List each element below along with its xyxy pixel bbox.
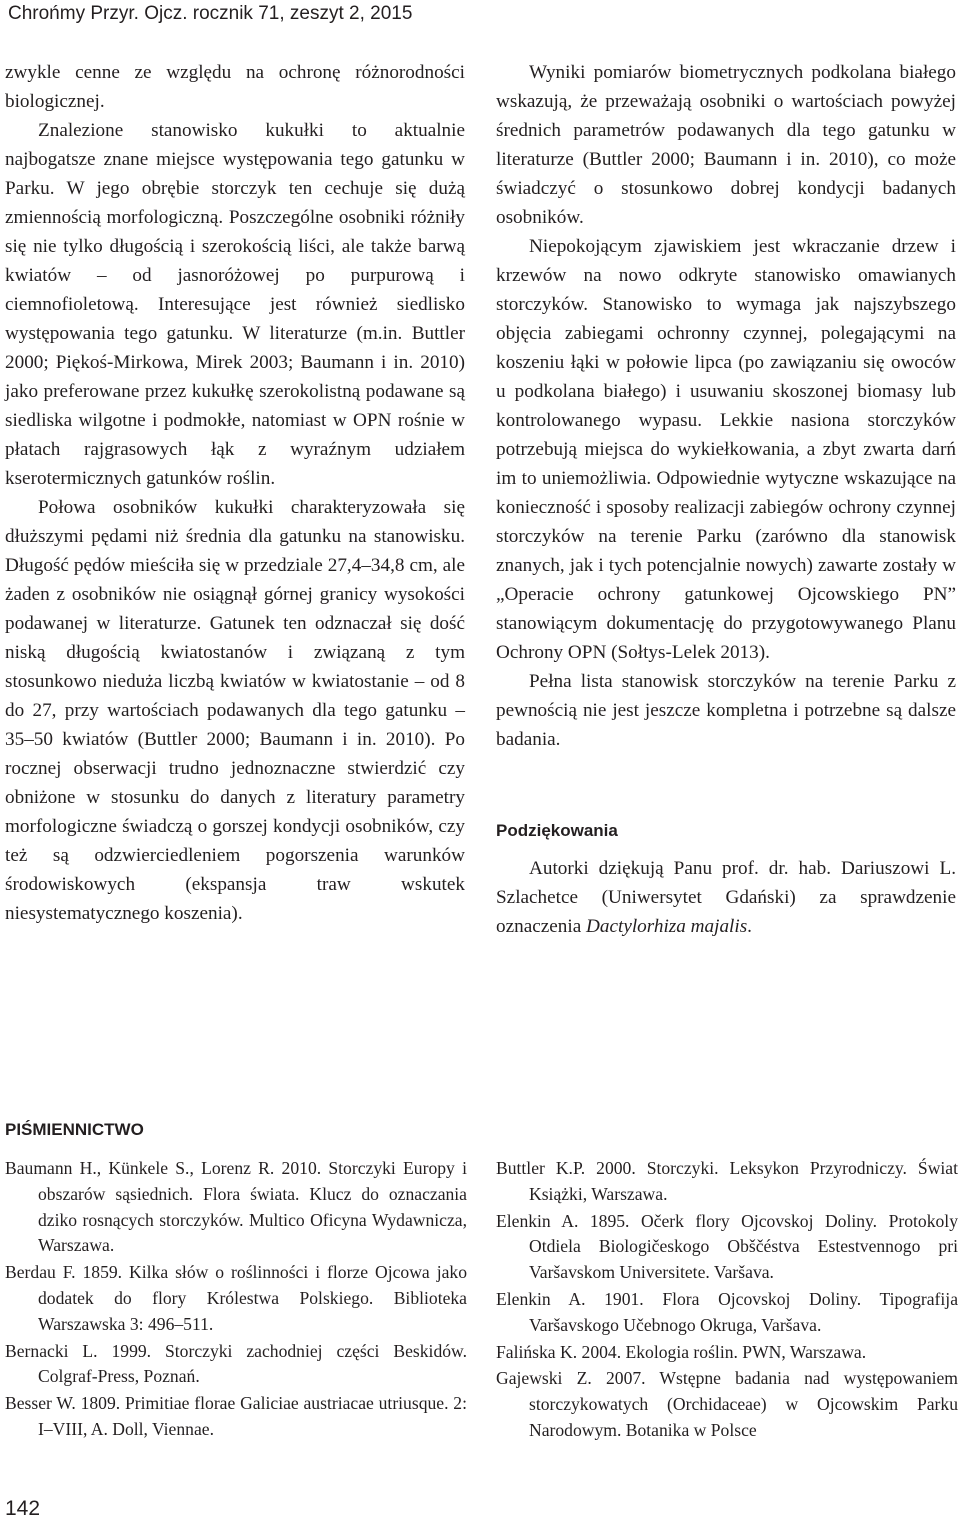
reference-item: Gajewski Z. 2007. Wstępne badania nad występowaniem storczykowatych (Orchidaceae) w Ojcowskim Parku Narodowym. Botanika w Polsce [496,1368,958,1440]
reference-item: Elenkin A. 1901. Flora Ojcovskoj Doliny. Tipografija Varšavskogo Učebnogo Okruga, Varšava. [496,1288,958,1335]
paragraph: Znalezione stanowisko kukułki to aktualnie najbogatsze znane miejsce występowania tego gatunku w Parku. W jego obrębie storczyk ten cechuje się dużą zmiennością morfologiczną. Poszczególne osobniki różniły się nie tylko długością i szerokością liści, ale także barwą kwiatów – od jasnoróżowej po purpurową i ciemnofioletową. Interesujące jest również siedlisko występowania tego gatunku. W literaturze (m.in. Buttler 2000; Piękoś-Mirkowa, Mirek 2003; Baumann i in. 2010) jako preferowane przez kukułkę szerokolistną podawane są siedliska wilgotne i podmokłe, natomiast w OPN rośnie w płatach rajgrasowych łąk z wyraźnym udziałem kserotermicznych gatunków roślin. [5,120,465,489]
left-text-column [5,58,465,928]
species-name: Dactylorhiza majalis [586,916,748,937]
page-number: 142 [5,1497,41,1520]
running-head: Chrońmy Przyr. Ojcz. rocznik 71, zeszyt 2, 2015 [8,3,413,24]
paragraph: Wyniki pomiarów biometrycznych podkolana białego wskazują, że przeważają osobniki o wartościach powyżej średnich parametrów podawanych dla tego gatunku w literaturze (Buttler 2000; Baumann i in. 2010), co może świadczyć o stosunkowo dobrej kondycji badanych osobników. [496,62,956,228]
references-heading: PIŚMIENNICTWO [5,1120,144,1139]
paragraph: Połowa osobników kukułki charakteryzowała się dłuższymi pędami niż średnia dla gatunku na stanowisku. Długość pędów mieściła się w przedziale 27,4–34,8 cm, ale żaden z osobników nie osiągnął górnej granicy wysokości podawanej w literaturze. Gatunek ten odznaczał się dość niską długością kwiatostanów i związaną z tym stosunkowo nieduża liczbą kwiatów w kwiatostanie – od 8 do 27, przy wartościach podawanych dla tego gatunku – 35–50 kwiatów (Buttler 2000; Baumann i in. 2010). Po rocznej obserwacji trudno jednoznaczne stwierdzić czy obniżone w stosunku do danych z literatury parametry morfologiczne świadczą o gorszej kondycji osobników, czy też są odzwierciedleniem pogorszenia warunków środowiskowych (ekspansja traw wskutek niesystematycznego koszenia). [5,497,465,924]
reference-item: Berdau F. 1859. Kilka słów o roślinności i florze Ojcowa jako dodatek do flory Królestwa Polskiego. Biblioteka Warszawska 3: 496–511. [5,1262,467,1334]
reference-item: Elenkin A. 1895. Očerk flory Ojcovskoj Doliny. Protokoly Otdiela Biologičeskogo Obščéstva Estestvennogo pri Varšavskom Universitete. Varšava. [496,1210,958,1283]
reference-item: Baumann H., Künkele S., Lorenz R. 2010. Storczyki Europy i obszarów sąsiednich. Flora świata. Klucz do oznaczania dziko rosnących storczyków. Multico Oficyna Wydawnicza, Warszawa. [5,1158,467,1256]
references-list-right [496,1156,958,1445]
paragraph: Pełna lista stanowisk storczyków na terenie Parku z pewnością nie jest jeszcze kompletna i potrzebne są dalsze badania. [496,671,956,750]
reference-item: Buttler K.P. 2000. Storczyki. Leksykon Przyrodniczy. Świat Książki, Warszawa. [496,1158,958,1204]
acknowledgements-end: . [747,916,752,937]
references-list-left [5,1156,467,1444]
paragraph: zwykle cenne ze względu na ochronę różnorodności biologicznej. [5,62,465,112]
reference-item: Falińska K. 2004. Ekologia roślin. PWN, Warszawa. [496,1341,867,1362]
acknowledgements-text: Autorki dziękują Panu prof. dr. hab. Dariuszowi L. Szlachetce (Uniwersytet Gdański) za sprawdzenie oznaczenia [496,858,956,937]
reference-item: Bernacki L. 1999. Storczyki zachodniej części Beskidów. Colgraf-Press, Poznań. [5,1340,467,1387]
reference-item: Besser W. 1809. Primitiae florae Galiciae austriacae utriusque. 2: I–VIII, A. Doll, Viennae. [5,1393,467,1439]
right-text-column [496,58,956,941]
acknowledgements-heading: Podziękowania [496,821,618,840]
paragraph: Niepokojącym zjawiskiem jest wkraczanie drzew i krzewów na nowo odkryte stanowisko omawianych storczyków. Stanowisko to wymaga jak najszybszego objęcia zabiegami ochronny czynnej, polegającymi na koszeniu łąki w połowie lipca (po zawiązaniu się owoców u podkolana białego) i usuwaniu skoszonej biomasy lub kontrolowanego wypasu. Lekkie nasiona storczyków potrzebują miejsca do wykiełkowania, a zbyt zwarta darń im to uniemożliwia. Odpowiednie wytyczne wskazujące na konieczność i sposoby realizacji zabiegów ochrony czynnej storczyków na terenie Parku (zarówno dla stanowisk znanych, jak i tych potencjalnie nowych) zawarte zostały w „Operacie ochrony gatunkowej Ojcowskiego PN” stanowiącym dokumentację do przygotowywanego Planu Ochrony OPN (Sołtys-Lelek 2013). [496,236,956,663]
acknowledgements-paragraph [496,854,956,941]
